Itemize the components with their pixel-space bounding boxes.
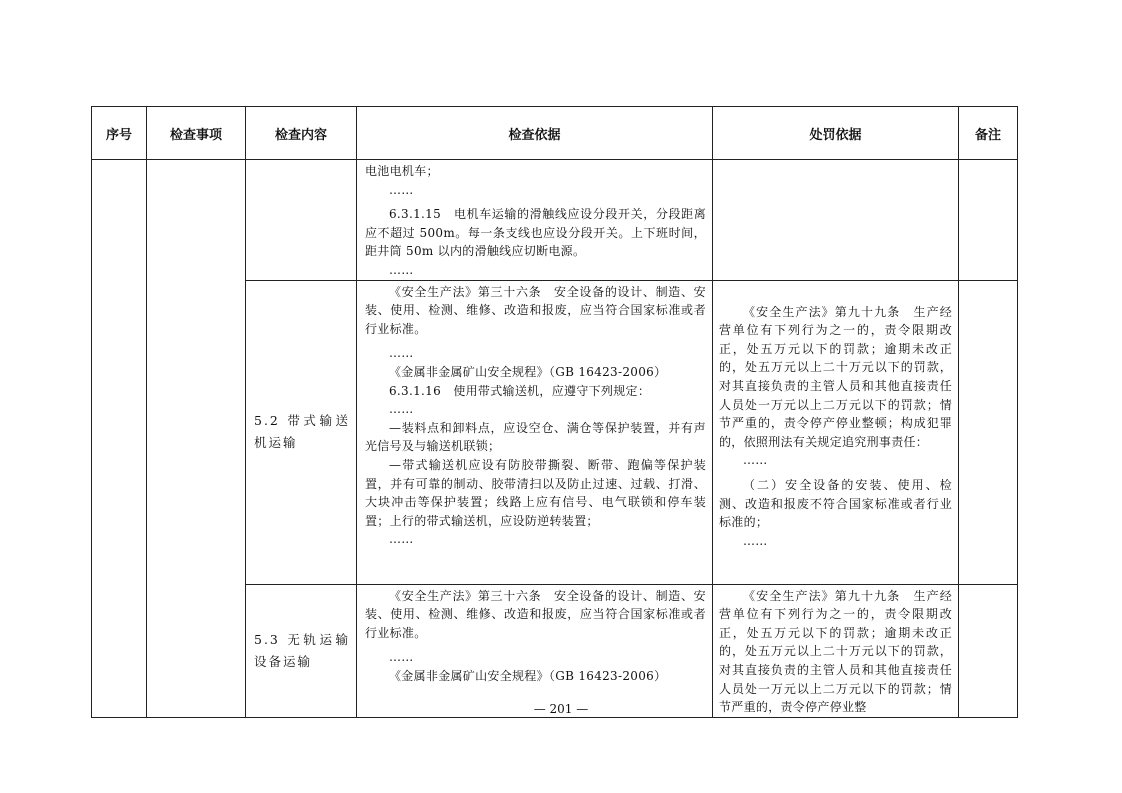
ellipsis-text: …… xyxy=(743,533,768,548)
ellipsis-text: …… xyxy=(743,453,768,468)
penalty-cell xyxy=(713,280,959,584)
table-header-row xyxy=(92,107,1018,160)
item-cell xyxy=(147,160,246,718)
basis-text: 6.3.1.15 电机车运输的滑触线应设分段开关，分段距离应不超过 500m。每一条支线也应设分段开关。上下班时间，距井筒 50m 以内的滑触线应切断电源。 xyxy=(365,207,706,259)
basis-text: 《金属非金属矿山安全规程》（GB 16423-2006） xyxy=(389,668,667,683)
check-content-text: 5.2 带式输送机运输 xyxy=(254,413,350,451)
basis-text: 电池电机车； xyxy=(365,164,439,178)
penalty-text: 《安全生产法》第九十九条 生产经营单位有下列行为之一的，责令限期改正，处五万元以下的罚款；逾期未改正的，处五万元以上二十万元以下的罚款，对其直接负责的主管人员和其他直接责任人员处一万元以上二万元以下的罚款；情节严重的，责令停产停业整 xyxy=(719,588,952,715)
penalty-cell xyxy=(713,160,959,281)
remark-cell xyxy=(959,280,1018,584)
page-number: — 201 — xyxy=(533,702,589,716)
header-basis: 检查依据 xyxy=(357,107,713,160)
basis-text: —带式输送机应设有防胶带撕裂、断带、跑偏等保护装置，并有可靠的制动、胶带清扫以及防止过速、过载、打滑、大块冲击等保护装置；线路上应有信号、电气联锁和停车装置；上行的带式输送机，应设防逆转装置； xyxy=(365,457,706,528)
remark-cell xyxy=(959,584,1018,717)
seq-cell xyxy=(92,160,147,718)
content-cell xyxy=(246,280,357,584)
header-remark: 备注 xyxy=(959,107,1018,160)
table-row xyxy=(92,160,1018,281)
basis-text: —装料点和卸料点，应设空仓、满仓等保护装置，并有声光信号及与输送机联锁； xyxy=(365,420,706,454)
basis-text: 《安全生产法》第三十六条 安全设备的设计、制造、安装、使用、检测、维修、改造和报废，应当符合国家标准或者行业标准。 xyxy=(365,284,706,336)
basis-cell xyxy=(357,584,713,717)
ellipsis-text: …… xyxy=(389,532,414,547)
ellipsis-text: …… xyxy=(389,262,414,277)
penalty-text: （二）安全设备的安装、使用、检测、改造和报废不符合国家标准或者行业标准的； xyxy=(719,477,952,530)
ellipsis-text: …… xyxy=(389,346,414,361)
check-content-text: 5.3 无轨运输设备运输 xyxy=(254,631,350,669)
basis-text: 6.3.1.16 使用带式输送机，应遵守下列规定： xyxy=(389,383,651,398)
basis-cell xyxy=(357,280,713,584)
basis-text: 《安全生产法》第三十六条 安全设备的设计、制造、安装、使用、检测、维修、改造和报废，应当符合国家标准或者行业标准。 xyxy=(365,588,706,640)
basis-cell xyxy=(357,160,713,281)
header-item: 检查事项 xyxy=(147,107,246,160)
header-penalty: 处罚依据 xyxy=(713,107,959,160)
ellipsis-text: …… xyxy=(389,650,414,665)
remark-cell xyxy=(959,160,1018,281)
content-cell xyxy=(246,584,357,717)
header-seq: 序号 xyxy=(92,107,147,160)
basis-text: 《金属非金属矿山安全规程》（GB 16423-2006） xyxy=(389,364,667,379)
ellipsis-text: …… xyxy=(389,182,414,197)
penalty-cell xyxy=(713,584,959,717)
header-content: 检查内容 xyxy=(246,107,357,160)
penalty-text: 《安全生产法》第九十九条 生产经营单位有下列行为之一的，责令限期改正，处五万元以下的罚款；逾期未改正的，处五万元以上二十万元以下的罚款，对其直接负责的主管人员和其他直接责任人员处一万元以上二万元以下的罚款；情节严重的，责令停产停业整顿；构成犯罪的，依照刑法有关规定追究刑事责任： xyxy=(719,304,952,449)
ellipsis-text: …… xyxy=(389,402,414,417)
inspection-table xyxy=(91,106,1018,718)
content-cell xyxy=(246,160,357,281)
